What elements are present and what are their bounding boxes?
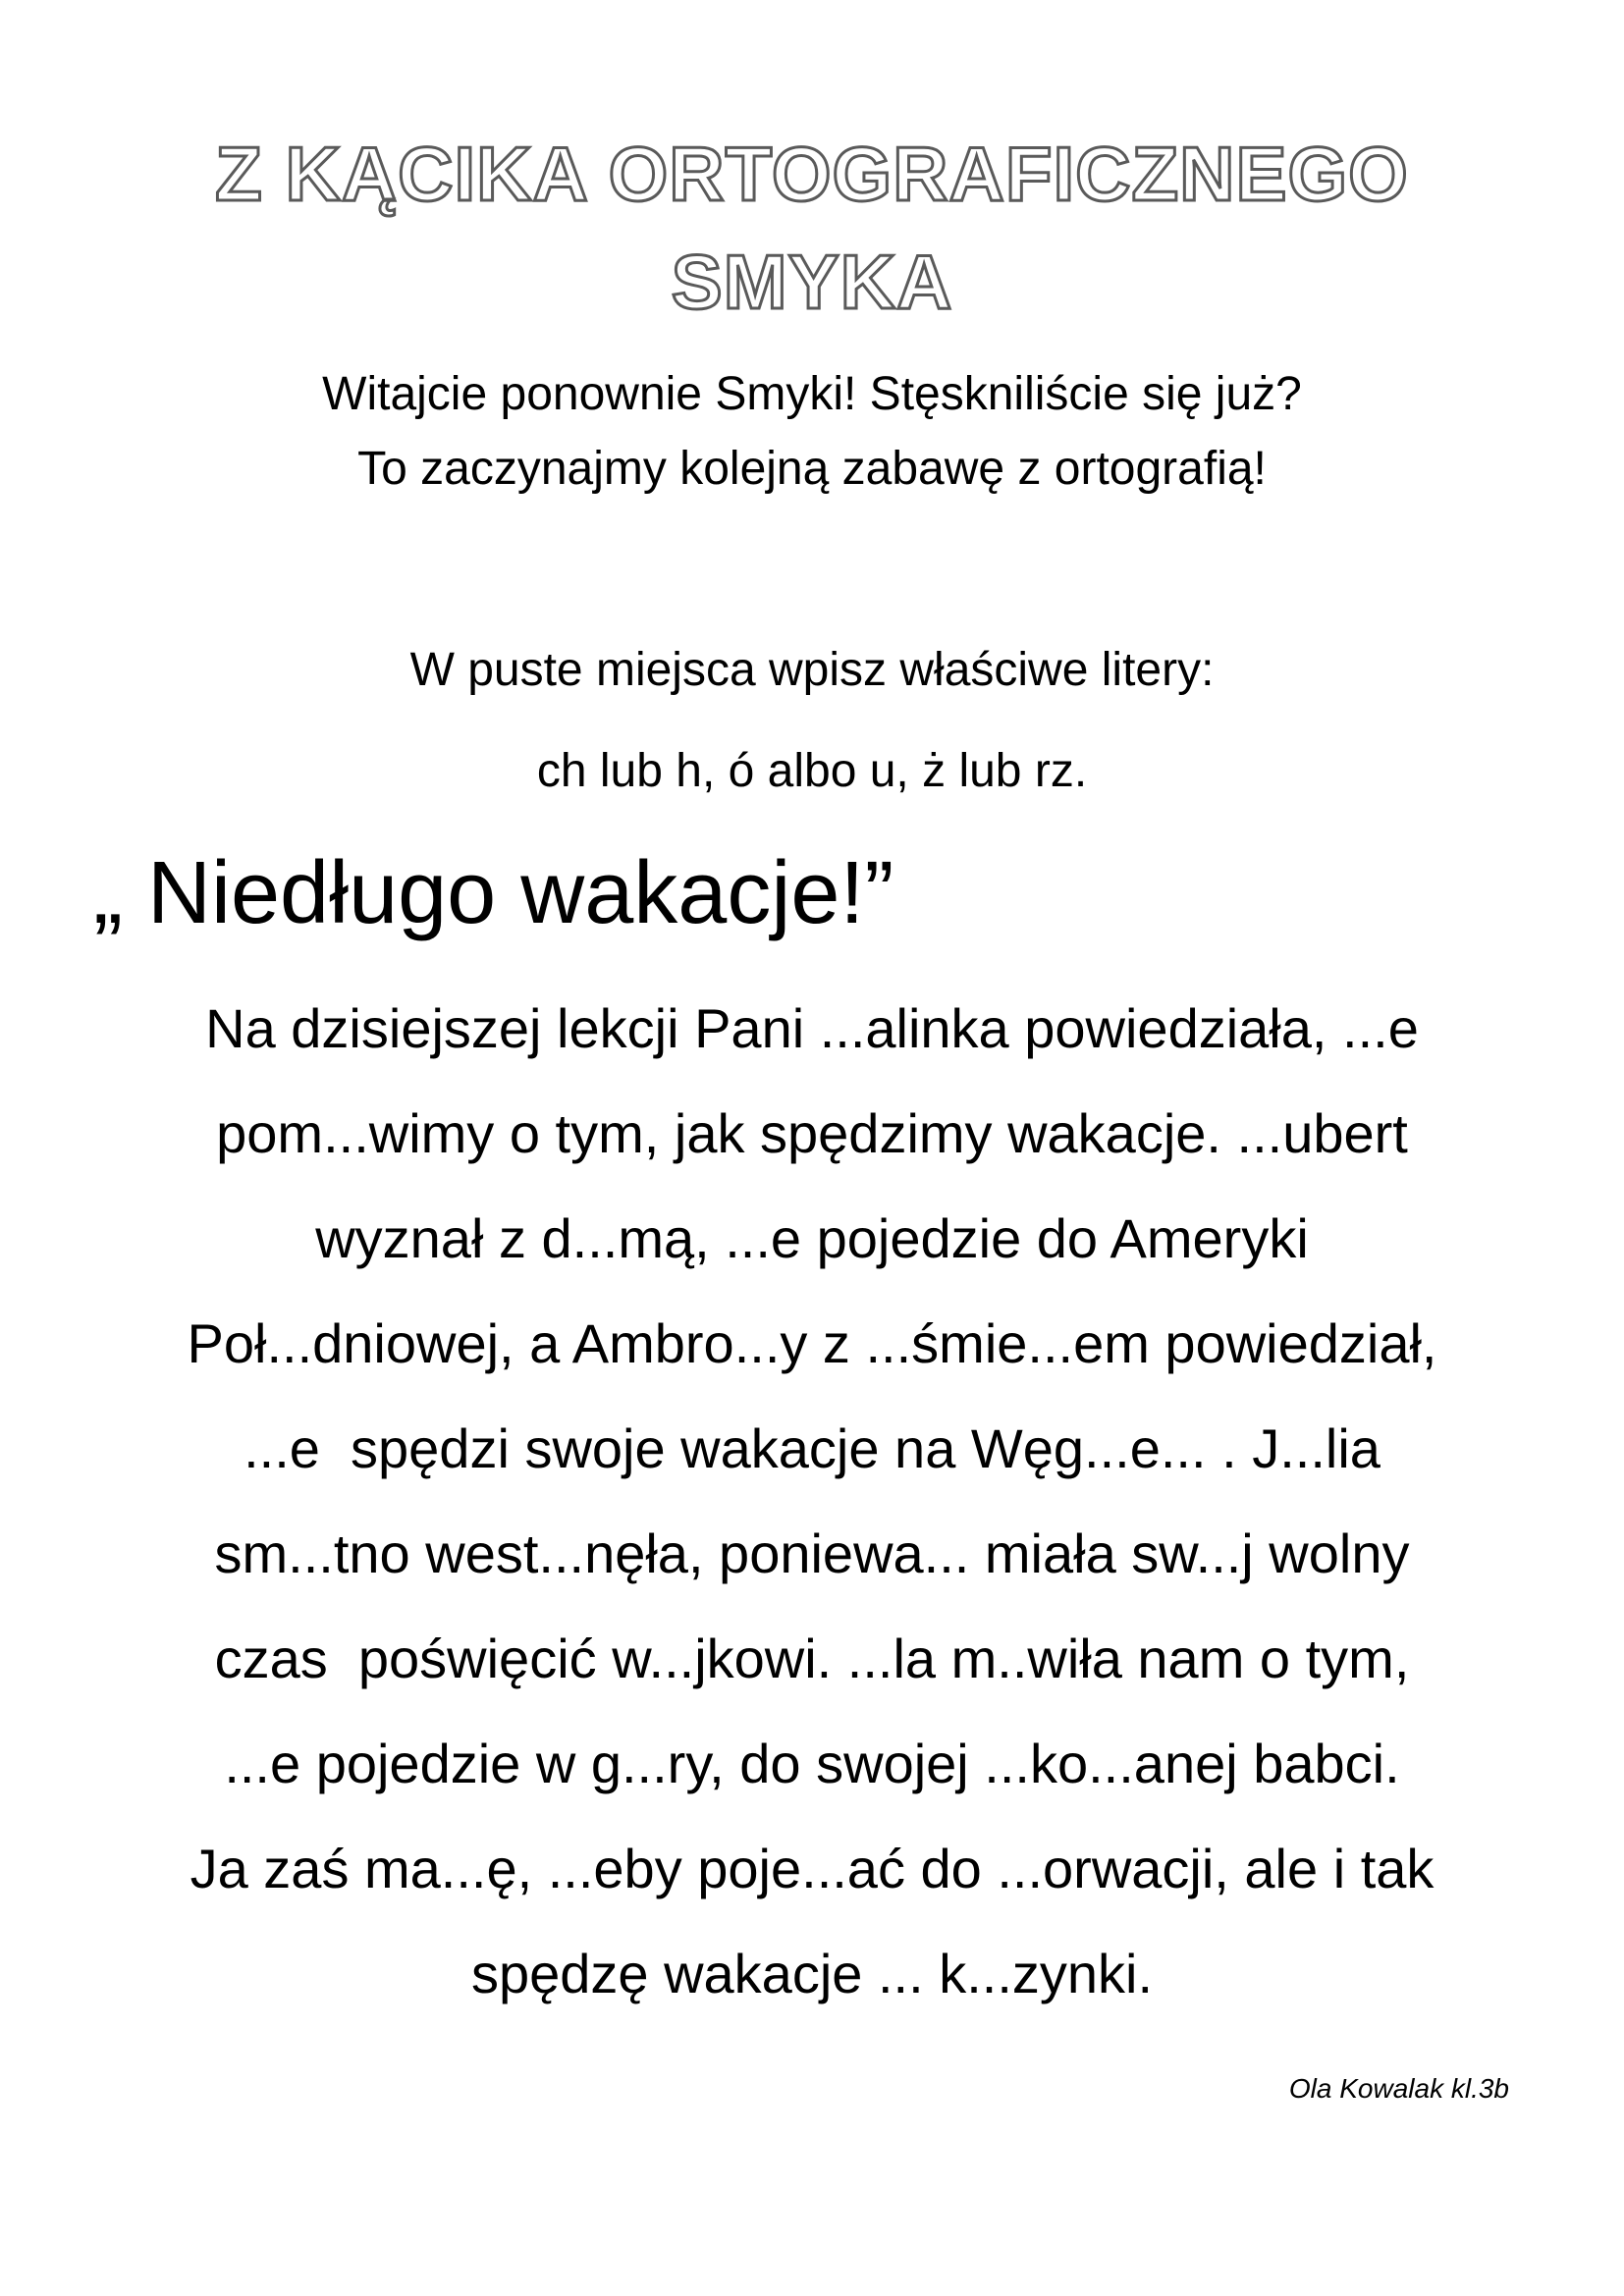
story-line: pom...wimy o tym, jak spędzimy wakacje. ...ubert [216, 1102, 1408, 1164]
author-signature: Ola Kowalak kl.3b [1288, 2073, 1509, 2104]
story-line: Na dzisiejszej lekcji Pani ...alinka powiedziała, ...e [205, 997, 1419, 1059]
instruction-line-2: ch lub h, ó albo u, ż lub rz. [536, 745, 1088, 797]
story-line: ...e spędzi swoje wakacje na Węg...e... . J...lia [244, 1417, 1380, 1479]
story-line: spędzę wakacje ... k...zynki. [470, 1943, 1154, 2004]
intro-line-1: Witajcie ponownie Smyki! Stęskniliście się już? [322, 368, 1302, 420]
story-line: czas poświęcić w...jkowi. ...la m..wiła nam o tym, [214, 1628, 1410, 1689]
page-title-line-1: Z KĄCIKA ORTOGRAFICZNEGO [215, 131, 1409, 217]
story-line: Poł...dniowej, a Ambro...y z ...śmie...em powiedział, [187, 1312, 1437, 1374]
story-line: sm...tno west...nęła, poniewa... miała sw...j wolny [214, 1522, 1410, 1584]
story-line: wyznał z d...mą, ...e pojedzie do Ameryki [315, 1207, 1309, 1269]
page-title-line-2: SMYKA [671, 239, 953, 325]
story-line: ...e pojedzie w g...ry, do swojej ...ko...anej babci. [224, 1733, 1400, 1794]
intro-line-2: To zaczynajmy kolejną zabawę z ortografią! [357, 443, 1267, 495]
story-title: „ Niedługo wakacje!” [93, 844, 894, 942]
instruction-line-1: W puste miejsca wpisz właściwe litery: [409, 644, 1215, 696]
story-line: Ja zaś ma...ę, ...eby poje...ać do ...orwacji, ale i tak [189, 1838, 1435, 1899]
